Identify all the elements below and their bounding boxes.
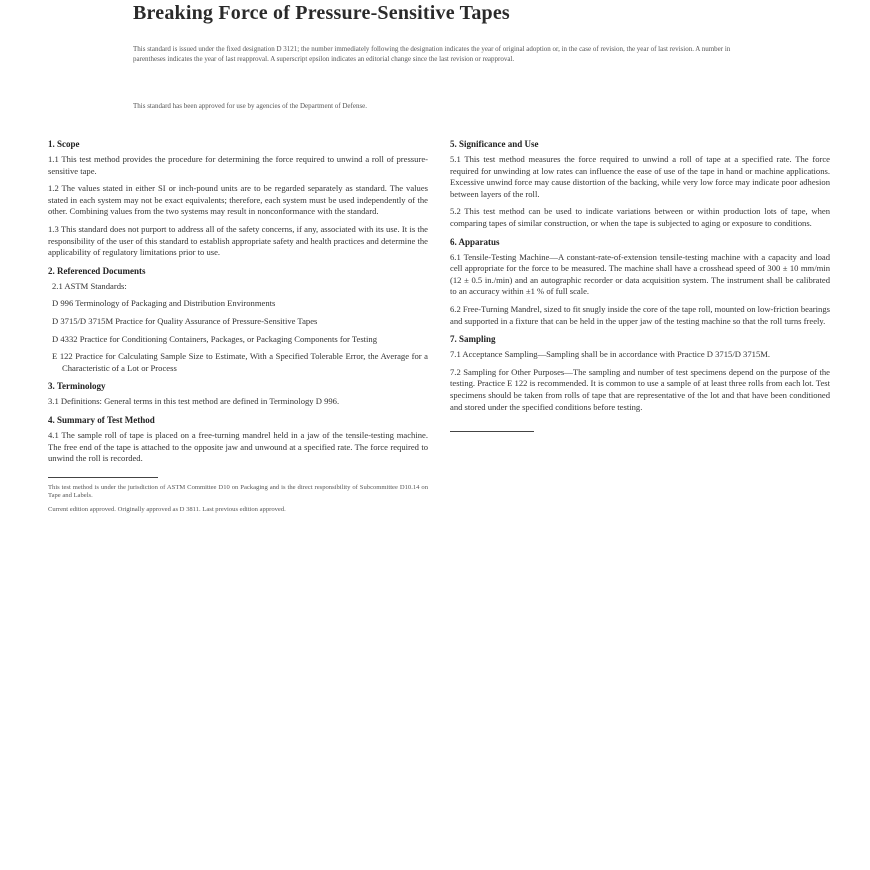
footnote: Current edition approved. Originally approved as D 3811. Last previous edition approved. [48,505,286,513]
reference-item: E 122 Practice for Calculating Sample Size to Estimate, With a Specified Tolerable Error, the Average for a Characteristic of a Lot or Process [52,351,428,373]
reference-item: 2.1 ASTM Standards: [52,280,127,291]
section-heading-sampling: 7. Sampling [450,334,496,345]
paragraph: 6.2 Free-Turning Mandrel, sized to fit snugly inside the core of the tape roll, mounted on low-friction bearings and supported in a fixture that can be held in the upper jaw of the testing machine so that the roll turns freely. [450,303,830,326]
section-heading-apparatus: 6. Apparatus [450,236,500,247]
document-title: Breaking Force of Pressure-Sensitive Tapes [133,2,510,24]
left-column [48,138,428,519]
approval-note: This standard has been approved for use by agencies of the Department of Defense. [133,102,368,110]
footnote: This test method is under the jurisdiction of ASTM Committee D10 on Packaging and is the direct responsibility of Subcommittee D10.14 on Tape and Labels. [48,483,428,500]
paragraph: 5.2 This test method can be used to indicate variations between or within production lots of tape, when comparing tapes of similar construction, or when the tape is subjected to aging or exposure to conditions. [450,206,830,228]
paragraph: 5.1 This test method measures the force required to unwind a roll of tape at a specified rate. The force required for unwinding at low rates can influence the ease of use of the tape in hand or machine applications. Excessive unwind force may cause distortion of the backing, while very low force may indicate poor adhesion between layers of the roll. [450,154,830,199]
footnote-divider [48,477,158,478]
section-heading-referenced-documents: 2. Referenced Documents [48,265,146,276]
footnote-divider [450,431,534,432]
paragraph: 1.2 The values stated in either SI or inch-pound units are to be regarded separately as standard. The values stated in each system may not be exact equivalents; therefore, each system must be used independently of the other. Combining values from the two systems may result in nonconformance with the standard. [48,183,428,217]
reference-item: D 4332 Practice for Conditioning Containers, Packages, or Packaging Components for Testing [52,333,378,344]
paragraph: 7.2 Sampling for Other Purposes—The sampling and number of test specimens depend on the purpose of the testing. Practice E 122 is recommended. It is common to use a sample of at least three rolls from each lot. Test specimens should be taken from rolls of tape that are representative of the lot and that have been conditioned and stored under the specified conditions before testing. [450,366,830,412]
paragraph: 7.1 Acceptance Sampling—Sampling shall be in accordance with Practice D 3715/D 3715M. [450,349,771,360]
section-heading-summary: 4. Summary of Test Method [48,414,155,425]
paragraph: 6.1 Tensile-Testing Machine—A constant-rate-of-extension tensile-testing machine with a capacity and load cell appropriate for the force to be measured. The machine shall have a crosshead speed of 300 ± 10 mm/min (12 ± 0.5 in./min) and an autographic recorder or data acquisition system. The instrument shall be calibrated to an accuracy within ±1 % of full scale. [450,251,830,297]
right-column [450,138,830,438]
paragraph: 1.1 This test method provides the procedure for determining the force required to unwind a roll of pressure-sensitive tape. [48,154,428,176]
section-heading-scope: 1. Scope [48,139,80,149]
paragraph: 4.1 The sample roll of tape is placed on a free-turning mandrel held in a jaw of the tensile-testing machine. The free end of the tape is attached to the opposite jaw and unwound at a specified rate. The force required to unwind the roll is recorded. [48,429,428,464]
section-heading-significance: 5. Significance and Use [450,139,539,149]
section-heading-terminology: 3. Terminology [48,381,106,392]
reference-item: D 996 Terminology of Packaging and Distribution Environments [52,298,276,309]
paragraph: 1.3 This standard does not purport to address all of the safety concerns, if any, associated with its use. It is the responsibility of the user of this standard to establish appropriate safety and health practices and determine the applicability of regulatory limitations prior to use. [48,223,428,258]
reference-item: D 3715/D 3715M Practice for Quality Assurance of Pressure-Sensitive Tapes [52,315,318,326]
paragraph: 3.1 Definitions: General terms in this test method are defined in Terminology D 996. [48,396,340,407]
designation-note: This standard is issued under the fixed designation D 3121; the number immediately following the designation indicates the year of original adoption or, in the case of revision, the year of last revision. A number in parentheses indicates the year of last reapproval. A superscript epsilon indicates an editorial change since the last revision or reapproval. [133,45,731,63]
